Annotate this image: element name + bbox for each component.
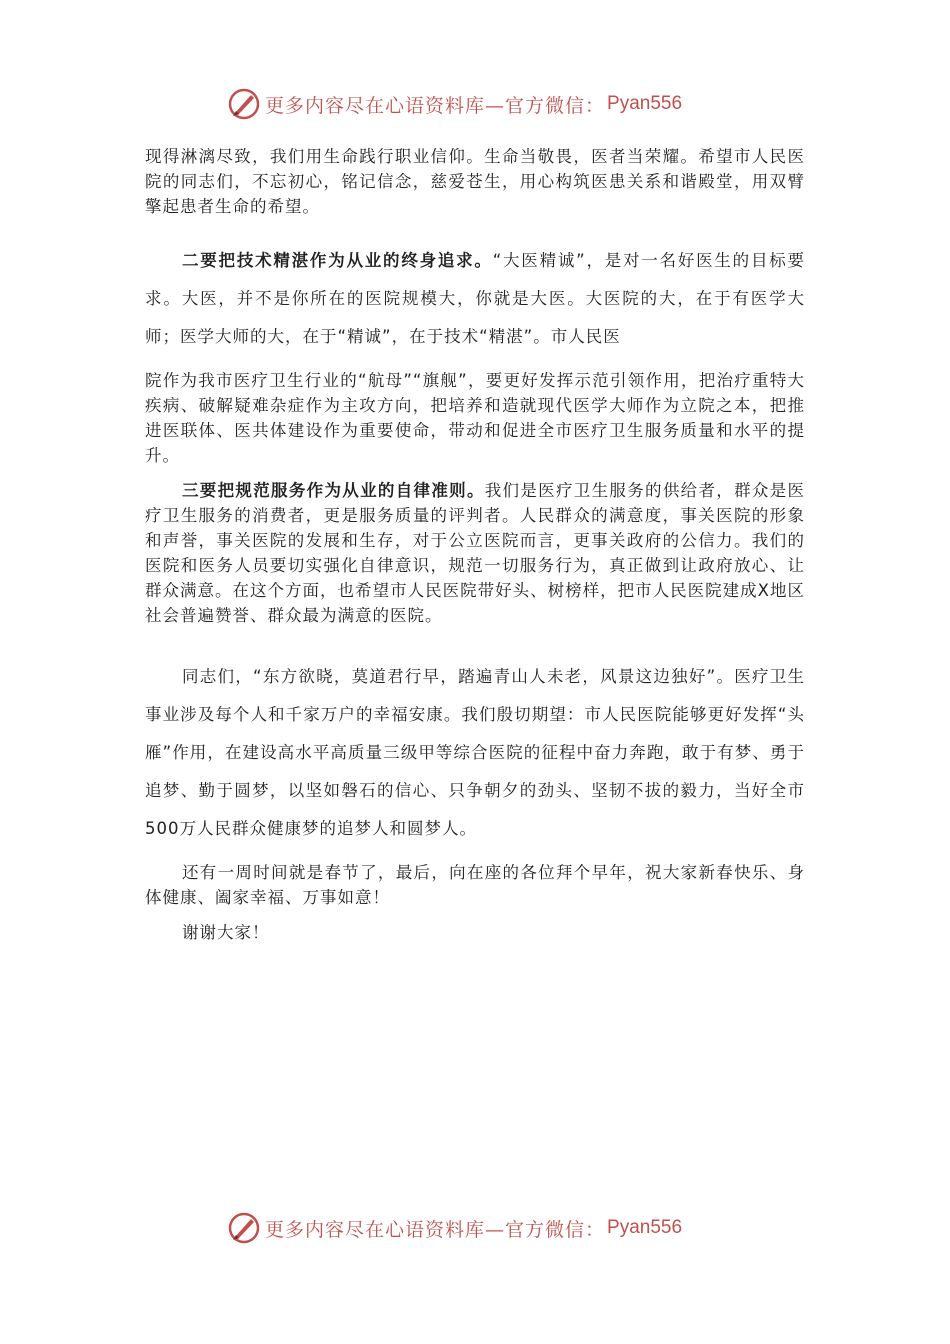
document-body (145, 144, 805, 945)
paragraph-3-body: 我们是医疗卫生服务的供给者，群众是医疗卫生服务的消费者，更是服务质量的评判者。人民群众的满意度，事关医院的形象和声誉，事关医院的发展和生存，对于公立医院而言，更事关政府的公信力。我们的医院和医务人员要切实强化自律意识，规范一切服务行为，真正做到让政府放心、让群众满意。在这个方面，也希望市人民医院带好头、树榜样，把市人民医院建成X地区社会普遍赞誉、群众最为满意的医院。 (145, 481, 805, 625)
banner-text: 更多内容尽在心语资料库—官方微信： (265, 94, 606, 117)
pen-seal-icon (227, 87, 261, 121)
footer-banner-text: 更多内容尽在心语资料库—官方微信： (265, 1218, 606, 1241)
paragraph-3 (145, 478, 805, 628)
header-banner (0, 84, 950, 124)
paragraph-5: 还有一周时间就是春节了，最后，向在座的各位拜个早年，祝大家新春快乐、身体健康、阖家幸福、万事如意！ (145, 863, 805, 907)
paragraph-6: 谢谢大家！ (182, 923, 270, 942)
paragraph-2-body: “大医精诚”，是对一名好医生的目标要求。大医，并不是你所在的医院规模大，你就是大医。大医院的大，在于有医学大师；医学大师的大，在于“精诚”，在于技术“精湛”。市人民医 (145, 251, 805, 346)
footer-banner (0, 1208, 950, 1248)
banner-wechat-id: Pyan556 (607, 93, 683, 114)
paragraph-2 (145, 242, 805, 356)
paragraph-3-heading: 三要把规范服务作为从业的自律准则。 (182, 481, 485, 500)
pen-seal-icon (227, 1211, 261, 1245)
paragraph-2-continued: 院作为我市医疗卫生行业的“航母”“旗舰”，要更好发挥示范引领作用，把治疗重特大疾病、破解疑难杂症作为主攻方向，把培养和造就现代医学大师作为立院之本，把推进医联体、医共体建设作为重要使命，带动和促进全市医疗卫生服务质量和水平的提升。 (145, 371, 805, 465)
paragraph-1: 现得淋漓尽致，我们用生命践行职业信仰。生命当敬畏，医者当荣耀。希望市人民医院的同志们，不忘初心，铭记信念，慈爱苍生，用心构筑医患关系和谐殿堂，用双臂擎起患者生命的希望。 (145, 147, 805, 216)
paragraph-4: 同志们，“东方欲晓，莫道君行早，踏遍青山人未老，风景这边独好”。医疗卫生事业涉及每个人和千家万户的幸福安康。我们殷切期望：市人民医院能够更好发挥“头雁”作用，在建设高水平高质量三级甲等综合医院的征程中奋力奔跑，敢于有梦、勇于追梦、勤于圆梦，以坚如磐石的信心、只争朝夕的劲头、坚韧不拔的毅力，当好全市500万人民群众健康梦的追梦人和圆梦人。 (145, 667, 805, 838)
paragraph-2-heading: 二要把技术精湛作为从业的终身追求。 (182, 251, 493, 270)
footer-wechat-id: Pyan556 (607, 1217, 683, 1238)
